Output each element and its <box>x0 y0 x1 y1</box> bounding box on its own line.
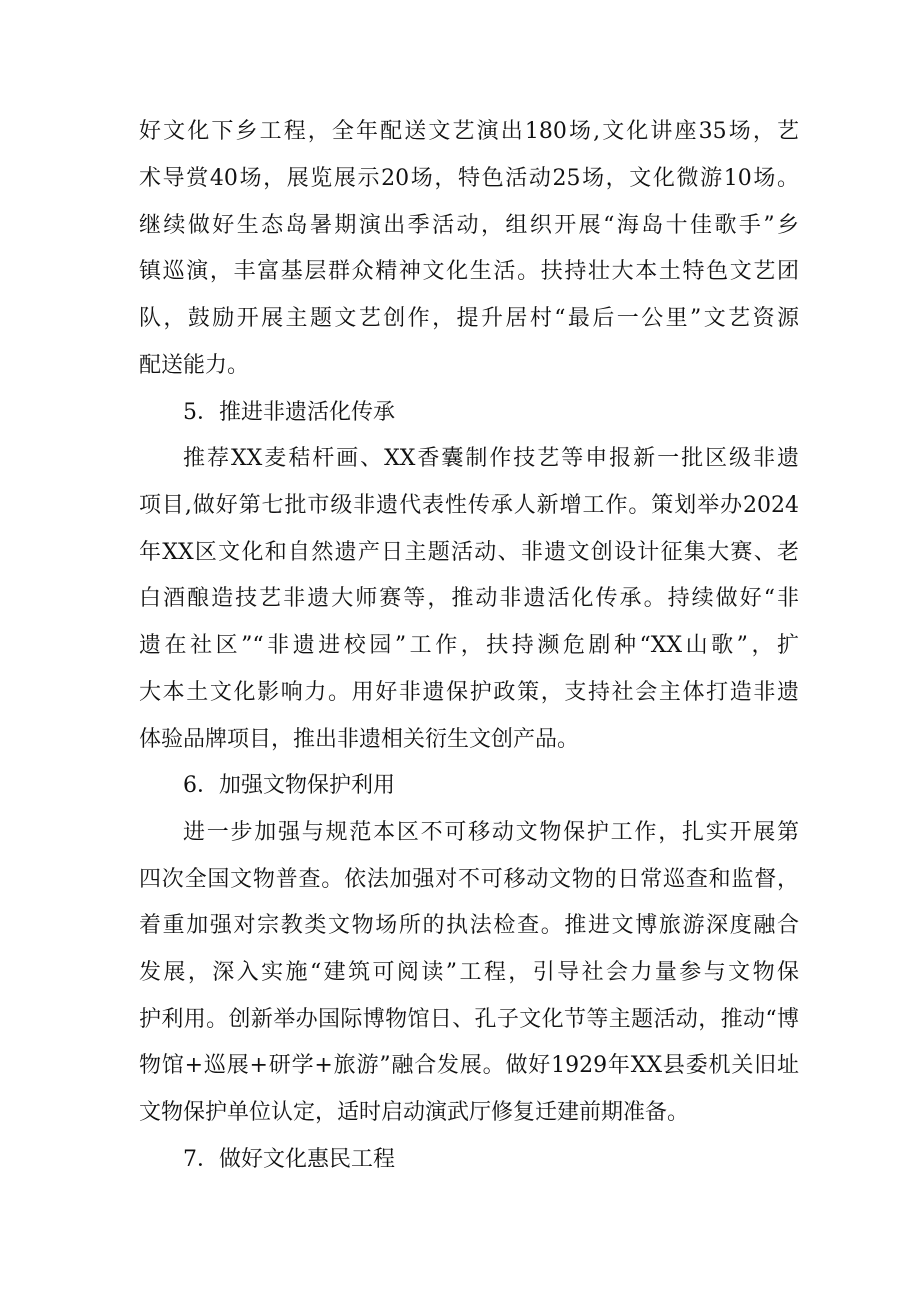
paragraph-line: 文物保护单位认定，适时启动演武厅修复迁建前期准备。 <box>139 1100 690 1125</box>
paragraph-line: 术导赏40场，展览展示20场，特色活动25场，文化微游10场。 <box>139 166 799 191</box>
paragraph-line: 白酒酿造技艺非遗大师赛等，推动非遗活化传承。持续做好“非 <box>139 586 799 611</box>
paragraph-line: 配送能力。 <box>139 353 250 378</box>
paragraph-line: 遗在社区”“非遗进校园”工作，扶持濒危剧种“XX山歌”，扩 <box>139 633 799 658</box>
paragraph-line: 队，鼓励开展主题文艺创作，提升居村“最后一公里”文艺资源 <box>139 306 799 331</box>
paragraph-line: 发展，深入实施“建筑可阅读”工程，引导社会力量参与文物保 <box>139 960 799 985</box>
paragraph-line: 好文化下乡工程，全年配送文艺演出180场,文化讲座35场，艺 <box>139 119 799 144</box>
section-heading-6: 6．加强文物保护利用 <box>183 773 395 798</box>
paragraph-line: 体验品牌项目，推出非遗相关衍生文创产品。 <box>139 727 580 752</box>
paragraph-line: 四次全国文物普查。依法加强对不可移动文物的日常巡查和监督， <box>139 867 799 892</box>
paragraph-line: 镇巡演，丰富基层群众精神文化生活。扶持壮大本土特色文艺团 <box>139 259 799 284</box>
section-heading-7: 7．做好文化惠民工程 <box>183 1147 395 1172</box>
paragraph-line: 进一步加强与规范本区不可移动文物保护工作，扎实开展第 <box>183 820 799 845</box>
section-heading-5: 5．推进非遗活化传承 <box>183 400 395 425</box>
paragraph-line: 年XX区文化和自然遗产日主题活动、非遗文创设计征集大赛、老 <box>139 540 799 565</box>
paragraph-line: 继续做好生态岛暑期演出季活动，组织开展“海岛十佳歌手”乡 <box>139 213 799 238</box>
paragraph-line: 项目,做好第七批市级非遗代表性传承人新增工作。策划举办2024 <box>139 493 799 518</box>
paragraph-line: 护利用。创新举办国际博物馆日、孔子文化节等主题活动，推动“博 <box>139 1007 799 1032</box>
paragraph-line: 着重加强对宗教类文物场所的执法检查。推进文博旅游深度融合 <box>139 913 799 938</box>
paragraph-line: 推荐XX麦秸杆画、XX香囊制作技艺等申报新一批区级非遗 <box>183 446 799 471</box>
paragraph-line: 大本土文化影响力。用好非遗保护政策，支持社会主体打造非遗 <box>139 680 799 705</box>
paragraph-line: 物馆+巡展+研学+旅游”融合发展。做好1929年XX县委机关旧址 <box>139 1053 799 1078</box>
